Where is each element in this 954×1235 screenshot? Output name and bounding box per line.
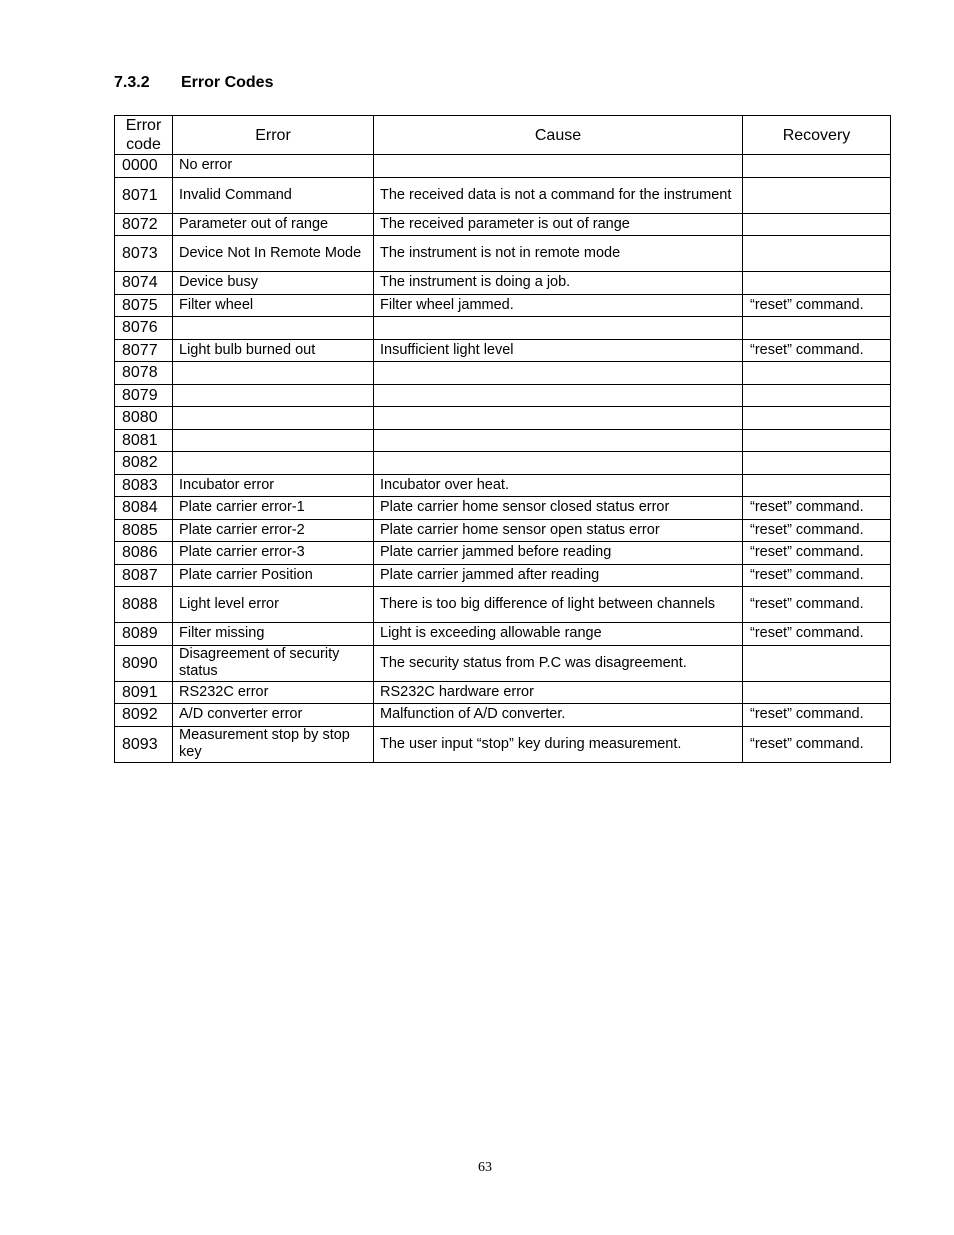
error-code-cell: 8088 (115, 587, 173, 623)
error-name-cell: Invalid Command (173, 177, 374, 213)
cause-cell (374, 407, 743, 430)
error-code-cell: 8086 (115, 542, 173, 565)
error-name-cell: Plate carrier error-3 (173, 542, 374, 565)
table-row (115, 407, 891, 430)
recovery-cell (743, 645, 891, 681)
cause-cell: Incubator over heat. (374, 474, 743, 497)
error-name-cell: Plate carrier error-2 (173, 519, 374, 542)
table-header-row (115, 116, 891, 155)
error-code-cell: 8089 (115, 623, 173, 646)
cause-cell (374, 429, 743, 452)
cause-cell: Light is exceeding allowable range (374, 623, 743, 646)
cause-cell: The instrument is doing a job. (374, 272, 743, 295)
table-row (115, 704, 891, 727)
cause-cell (374, 155, 743, 178)
table-row (115, 645, 891, 681)
recovery-cell (743, 236, 891, 272)
table-row (115, 272, 891, 295)
error-name-cell (173, 317, 374, 340)
error-code-cell: 8077 (115, 339, 173, 362)
header-error: Error (173, 116, 374, 155)
cause-cell: The instrument is not in remote mode (374, 236, 743, 272)
recovery-cell (743, 407, 891, 430)
error-code-cell: 8087 (115, 564, 173, 587)
recovery-cell (743, 429, 891, 452)
header-error-code: Error code (115, 116, 173, 155)
error-code-cell: 8093 (115, 726, 173, 762)
error-code-cell: 8078 (115, 362, 173, 385)
error-code-cell: 8084 (115, 497, 173, 520)
cause-cell: Filter wheel jammed. (374, 294, 743, 317)
recovery-cell: “reset” command. (743, 704, 891, 727)
recovery-cell: “reset” command. (743, 519, 891, 542)
error-name-cell: Device busy (173, 272, 374, 295)
error-name-cell: Measurement stop by stop key (173, 726, 374, 762)
error-code-cell: 8091 (115, 681, 173, 704)
table-row (115, 317, 891, 340)
table-row (115, 542, 891, 565)
table-row (115, 452, 891, 475)
table-row (115, 681, 891, 704)
error-name-cell (173, 384, 374, 407)
error-name-cell: No error (173, 155, 374, 178)
recovery-cell: “reset” command. (743, 587, 891, 623)
recovery-cell (743, 272, 891, 295)
recovery-cell: “reset” command. (743, 497, 891, 520)
table-row (115, 726, 891, 762)
error-name-cell: Light bulb burned out (173, 339, 374, 362)
table-row (115, 429, 891, 452)
recovery-cell (743, 177, 891, 213)
recovery-cell: “reset” command. (743, 623, 891, 646)
error-name-cell: Light level error (173, 587, 374, 623)
cause-cell: The security status from P.C was disagreement. (374, 645, 743, 681)
cause-cell (374, 452, 743, 475)
error-name-cell: Filter missing (173, 623, 374, 646)
error-codes-table (114, 115, 891, 763)
cause-cell: Plate carrier jammed before reading (374, 542, 743, 565)
table-row (115, 623, 891, 646)
error-code-cell: 8075 (115, 294, 173, 317)
error-name-cell: RS232C error (173, 681, 374, 704)
error-name-cell: Plate carrier Position (173, 564, 374, 587)
error-code-cell: 8079 (115, 384, 173, 407)
error-name-cell: A/D converter error (173, 704, 374, 727)
cause-cell: Plate carrier home sensor closed status error (374, 497, 743, 520)
table-row (115, 236, 891, 272)
cause-cell: Plate carrier jammed after reading (374, 564, 743, 587)
error-code-cell: 8073 (115, 236, 173, 272)
recovery-cell: “reset” command. (743, 542, 891, 565)
table-row (115, 519, 891, 542)
section-title: Error Codes (181, 74, 274, 91)
header-cause: Cause (374, 116, 743, 155)
recovery-cell (743, 155, 891, 178)
table-row (115, 474, 891, 497)
table-row (115, 155, 891, 178)
error-name-cell (173, 362, 374, 385)
error-code-cell: 8083 (115, 474, 173, 497)
section-heading (114, 74, 273, 92)
cause-cell: The user input “stop” key during measurement. (374, 726, 743, 762)
cause-cell: The received parameter is out of range (374, 213, 743, 236)
error-code-cell: 0000 (115, 155, 173, 178)
error-code-cell: 8074 (115, 272, 173, 295)
error-name-cell: Plate carrier error-1 (173, 497, 374, 520)
cause-cell: RS232C hardware error (374, 681, 743, 704)
cause-cell: Malfunction of A/D converter. (374, 704, 743, 727)
error-code-cell: 8092 (115, 704, 173, 727)
recovery-cell (743, 474, 891, 497)
recovery-cell: “reset” command. (743, 726, 891, 762)
error-name-cell: Parameter out of range (173, 213, 374, 236)
header-recovery: Recovery (743, 116, 891, 155)
error-name-cell: Device Not In Remote Mode (173, 236, 374, 272)
table-row (115, 339, 891, 362)
error-code-cell: 8090 (115, 645, 173, 681)
recovery-cell (743, 452, 891, 475)
error-code-cell: 8082 (115, 452, 173, 475)
error-code-cell: 8081 (115, 429, 173, 452)
recovery-cell (743, 317, 891, 340)
error-name-cell: Incubator error (173, 474, 374, 497)
cause-cell: The received data is not a command for the instrument (374, 177, 743, 213)
recovery-cell (743, 362, 891, 385)
table-row (115, 294, 891, 317)
table-row (115, 213, 891, 236)
recovery-cell (743, 384, 891, 407)
recovery-cell: “reset” command. (743, 564, 891, 587)
table-row (115, 177, 891, 213)
section-number: 7.3.2 (114, 74, 150, 91)
error-code-cell: 8085 (115, 519, 173, 542)
error-code-cell: 8071 (115, 177, 173, 213)
table-row (115, 564, 891, 587)
recovery-cell: “reset” command. (743, 339, 891, 362)
error-name-cell: Disagreement of security status (173, 645, 374, 681)
error-name-cell (173, 407, 374, 430)
error-name-cell (173, 452, 374, 475)
cause-cell (374, 317, 743, 340)
table-row (115, 497, 891, 520)
cause-cell: Insufficient light level (374, 339, 743, 362)
table-row (115, 587, 891, 623)
error-code-cell: 8080 (115, 407, 173, 430)
recovery-cell: “reset” command. (743, 294, 891, 317)
error-code-cell: 8076 (115, 317, 173, 340)
cause-cell (374, 384, 743, 407)
cause-cell (374, 362, 743, 385)
error-name-cell: Filter wheel (173, 294, 374, 317)
table-row (115, 384, 891, 407)
recovery-cell (743, 213, 891, 236)
page-number: 63 (478, 1160, 492, 1175)
error-code-cell: 8072 (115, 213, 173, 236)
cause-cell: Plate carrier home sensor open status error (374, 519, 743, 542)
error-name-cell (173, 429, 374, 452)
table-row (115, 362, 891, 385)
cause-cell: There is too big difference of light between channels (374, 587, 743, 623)
recovery-cell (743, 681, 891, 704)
